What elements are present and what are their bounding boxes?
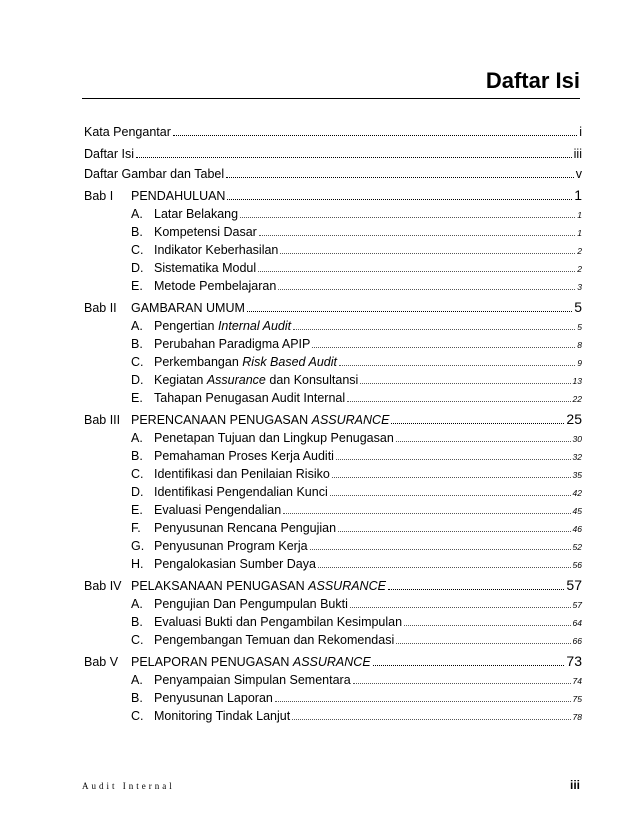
section-title — [154, 225, 257, 239]
chapter-title-text: PENDAHULUAN — [131, 189, 226, 203]
section-page: 74 — [572, 676, 582, 686]
dot-leader — [283, 513, 570, 514]
section-title — [154, 485, 328, 499]
toc-entry[interactable] — [84, 147, 582, 165]
chapter-page: 5 — [574, 299, 582, 315]
dot-leader — [338, 531, 570, 532]
section-letter: A. — [131, 431, 143, 445]
toc-section-row[interactable] — [131, 467, 582, 485]
toc-section-row[interactable] — [131, 691, 582, 709]
chapter-title-text: GAMBARAN UMUM — [131, 301, 245, 315]
toc-section-row[interactable] — [131, 539, 582, 557]
section-page: 35 — [572, 470, 582, 480]
toc-section-row[interactable] — [131, 633, 582, 651]
toc-section-row[interactable] — [131, 355, 582, 373]
dot-leader — [280, 253, 575, 254]
chapter-title-text: PELAKSANAAN PENUGASAN — [131, 579, 309, 593]
chapter-title-italic: ASSURANCE — [292, 655, 371, 669]
chapter-page: 57 — [566, 577, 582, 593]
section-title — [154, 673, 351, 687]
section-letter: D. — [131, 261, 144, 275]
section-title-text: Tahapan Penugasan Audit Internal — [154, 391, 346, 405]
toc-chapter — [84, 299, 582, 409]
toc-chapter-row[interactable] — [84, 299, 582, 319]
dot-leader — [388, 589, 564, 590]
toc-chapter — [84, 411, 582, 575]
section-title — [154, 391, 345, 405]
section-page: 13 — [572, 376, 582, 386]
section-page: 1 — [577, 228, 582, 238]
section-title — [154, 691, 273, 705]
toc-entry-page: iii — [573, 147, 582, 161]
dot-leader — [353, 683, 571, 684]
dot-leader — [275, 701, 571, 702]
section-letter: C. — [131, 633, 144, 647]
section-title-text: Metode Pembelajaran — [154, 279, 277, 293]
chapter-number: Bab II — [84, 301, 117, 315]
toc-entry-page: i — [579, 125, 582, 139]
section-letter: C. — [131, 243, 144, 257]
toc-section-row[interactable] — [131, 319, 582, 337]
section-letter: C. — [131, 355, 144, 369]
dot-leader — [226, 177, 574, 178]
section-title — [154, 503, 281, 517]
section-title-text: Perubahan Paradigma APIP — [154, 337, 311, 351]
section-letter: A. — [131, 673, 143, 687]
chapter-title — [131, 413, 389, 427]
section-title-text: Penyusunan Rencana Pengujian — [154, 521, 337, 535]
section-letter: E. — [131, 503, 143, 517]
section-page: 45 — [572, 506, 582, 516]
section-letter: B. — [131, 449, 143, 463]
section-page: 75 — [572, 694, 582, 704]
chapter-title — [131, 579, 386, 593]
dot-leader — [373, 665, 565, 666]
chapter-title-text: PERENCANAAN PENUGASAN — [131, 413, 312, 427]
section-title-text: Penyusunan Program Kerja — [154, 539, 308, 553]
chapter-number: Bab I — [84, 189, 114, 203]
section-page: 42 — [572, 488, 582, 498]
dot-leader — [396, 643, 570, 644]
section-title-text: Identifikasi Pengendalian Kunci — [154, 485, 328, 499]
section-letter: G. — [131, 539, 145, 553]
section-title — [154, 709, 290, 723]
dot-leader — [312, 347, 575, 348]
dot-leader — [278, 289, 575, 290]
toc-entry[interactable] — [84, 125, 582, 143]
section-page: 8 — [577, 340, 582, 350]
section-letter: F. — [131, 521, 141, 535]
section-title — [154, 319, 291, 333]
toc-section-row[interactable] — [131, 557, 582, 575]
toc-section-row[interactable] — [131, 485, 582, 503]
toc-chapter-row[interactable] — [84, 187, 582, 207]
dot-leader — [292, 719, 570, 720]
dot-leader — [136, 157, 572, 158]
section-title-text: Penetapan Tujuan dan Lingkup Penugasan — [154, 431, 394, 445]
dot-leader — [173, 135, 577, 136]
toc-section-row[interactable] — [131, 431, 582, 449]
section-letter: C. — [131, 467, 144, 481]
dot-leader — [396, 441, 571, 442]
toc-section-row[interactable] — [131, 521, 582, 539]
section-title-italic: Internal Audit — [217, 319, 292, 333]
section-letter: C. — [131, 709, 144, 723]
section-title — [154, 467, 330, 481]
toc-chapter — [84, 653, 582, 727]
section-title — [154, 337, 310, 351]
toc-section-row[interactable] — [131, 597, 582, 615]
section-page: 64 — [572, 618, 582, 628]
chapter-page: 25 — [566, 411, 582, 427]
toc-chapter-row[interactable] — [84, 653, 582, 673]
dot-leader — [350, 607, 571, 608]
chapter-title — [131, 189, 225, 203]
section-page: 46 — [572, 524, 582, 534]
section-page: 2 — [577, 246, 582, 256]
dot-leader — [336, 459, 571, 460]
section-page: 1 — [577, 210, 582, 220]
section-title-suffix: dan Konsultansi — [265, 373, 359, 387]
footer-document-name: Audit Internal — [82, 781, 175, 791]
section-page: 22 — [572, 394, 582, 404]
toc-section-row[interactable] — [131, 449, 582, 467]
toc-chapter-row[interactable] — [84, 411, 582, 431]
section-title-text: Indikator Keberhasilan — [154, 243, 279, 257]
section-title-text: Pengertian — [154, 319, 218, 333]
toc-section-row[interactable] — [131, 709, 582, 727]
toc-section-row[interactable] — [131, 615, 582, 633]
section-title-italic: Risk Based Audit — [242, 355, 337, 369]
section-title-text: Pengembangan Temuan dan Rekomendasi — [154, 633, 395, 647]
dot-leader — [360, 383, 570, 384]
toc-section-row[interactable] — [131, 225, 582, 243]
toc-section-row[interactable] — [131, 391, 582, 409]
toc-chapter — [84, 187, 582, 297]
section-letter: A. — [131, 319, 143, 333]
section-title-text: Identifikasi dan Penilaian Risiko — [154, 467, 330, 481]
section-page: 66 — [572, 636, 582, 646]
section-title — [154, 261, 256, 275]
chapter-title-italic: ASSURANCE — [311, 413, 390, 427]
section-letter: E. — [131, 391, 143, 405]
section-letter: B. — [131, 615, 143, 629]
toc-entry[interactable] — [84, 167, 582, 185]
toc-section-row[interactable] — [131, 337, 582, 355]
section-title — [154, 279, 276, 293]
section-title — [154, 243, 278, 257]
toc-section-row[interactable] — [131, 279, 582, 297]
section-letter: E. — [131, 279, 143, 293]
section-letter: A. — [131, 207, 143, 221]
section-letter: D. — [131, 373, 144, 387]
dot-leader — [318, 567, 571, 568]
section-title — [154, 597, 348, 611]
toc-section-row[interactable] — [131, 243, 582, 261]
section-title-italic: Assurance — [206, 373, 266, 387]
dot-leader — [339, 365, 575, 366]
page-footer — [82, 778, 580, 792]
section-title — [154, 557, 316, 571]
section-page: 32 — [572, 452, 582, 462]
section-title — [154, 539, 308, 553]
section-letter: H. — [131, 557, 144, 571]
dot-leader — [404, 625, 570, 626]
section-title-text: Penyusunan Laporan — [154, 691, 273, 705]
section-title-text: Perkembangan — [154, 355, 243, 369]
dot-leader — [247, 311, 572, 312]
dot-leader — [259, 235, 575, 236]
dot-leader — [310, 549, 571, 550]
dot-leader — [330, 495, 571, 496]
toc-entry-page: v — [575, 167, 582, 181]
section-title — [154, 521, 336, 535]
toc-chapter-row[interactable] — [84, 577, 582, 597]
section-title-text: Pengalokasian Sumber Daya — [154, 557, 316, 571]
chapter-number: Bab III — [84, 413, 121, 427]
chapter-title-italic: ASSURANCE — [308, 579, 386, 593]
section-letter: D. — [131, 485, 144, 499]
section-page: 52 — [572, 542, 582, 552]
section-title-text: Evaluasi Pengendalian — [154, 503, 282, 517]
chapter-title-text: PELAPORAN PENUGASAN — [131, 655, 293, 669]
section-page: 5 — [577, 322, 582, 332]
toc-section-row[interactable] — [131, 503, 582, 521]
section-title — [154, 207, 238, 221]
toc-entry-label: Daftar Isi — [84, 147, 135, 161]
page-title: Daftar Isi — [485, 68, 580, 93]
footer-page-number: iii — [569, 778, 580, 792]
section-page: 78 — [572, 712, 582, 722]
toc-entry-label: Kata Pengantar — [84, 125, 171, 139]
section-title-text: Sistematika Modul — [154, 261, 257, 275]
dot-leader — [240, 217, 575, 218]
section-letter: B. — [131, 225, 143, 239]
section-letter: A. — [131, 597, 143, 611]
section-title-text: Kegiatan — [154, 373, 207, 387]
toc-section-row[interactable] — [131, 261, 582, 279]
section-letter: B. — [131, 691, 143, 705]
section-page: 30 — [572, 434, 582, 444]
title-divider — [82, 98, 580, 99]
toc-section-row[interactable] — [131, 673, 582, 691]
section-page: 9 — [577, 358, 582, 368]
section-page: 2 — [577, 264, 582, 274]
chapter-title — [131, 301, 245, 315]
section-title — [154, 355, 337, 369]
toc-chapter — [84, 577, 582, 651]
toc-entry-label: Daftar Gambar dan Tabel — [84, 167, 225, 181]
section-title-text: Monitoring Tindak Lanjut — [154, 709, 291, 723]
table-of-contents — [84, 125, 582, 727]
chapter-page: 73 — [566, 653, 582, 669]
section-title — [154, 633, 394, 647]
dot-leader — [293, 329, 575, 330]
section-title — [154, 373, 358, 387]
dot-leader — [347, 401, 570, 402]
section-title-text: Pengujian Dan Pengumpulan Bukti — [154, 597, 348, 611]
toc-section-row[interactable] — [131, 207, 582, 225]
section-title — [154, 615, 402, 629]
section-page: 56 — [572, 560, 582, 570]
toc-section-row[interactable] — [131, 373, 582, 391]
chapter-number: Bab V — [84, 655, 119, 669]
dot-leader — [391, 423, 564, 424]
chapter-title — [131, 655, 371, 669]
chapter-page: 1 — [574, 187, 582, 203]
section-page: 57 — [572, 600, 582, 610]
section-title-text: Penyampaian Simpulan Sementara — [154, 673, 351, 687]
section-title-text: Pemahaman Proses Kerja Auditi — [154, 449, 334, 463]
section-letter: B. — [131, 337, 143, 351]
dot-leader — [332, 477, 571, 478]
section-title-text: Latar Belakang — [154, 207, 239, 221]
section-title — [154, 431, 394, 445]
dot-leader — [227, 199, 572, 200]
dot-leader — [258, 271, 575, 272]
section-page: 3 — [577, 282, 582, 292]
section-title-text: Kompetensi Dasar — [154, 225, 257, 239]
section-title-text: Evaluasi Bukti dan Pengambilan Kesimpulan — [154, 615, 403, 629]
section-title — [154, 449, 334, 463]
chapter-number: Bab IV — [84, 579, 122, 593]
